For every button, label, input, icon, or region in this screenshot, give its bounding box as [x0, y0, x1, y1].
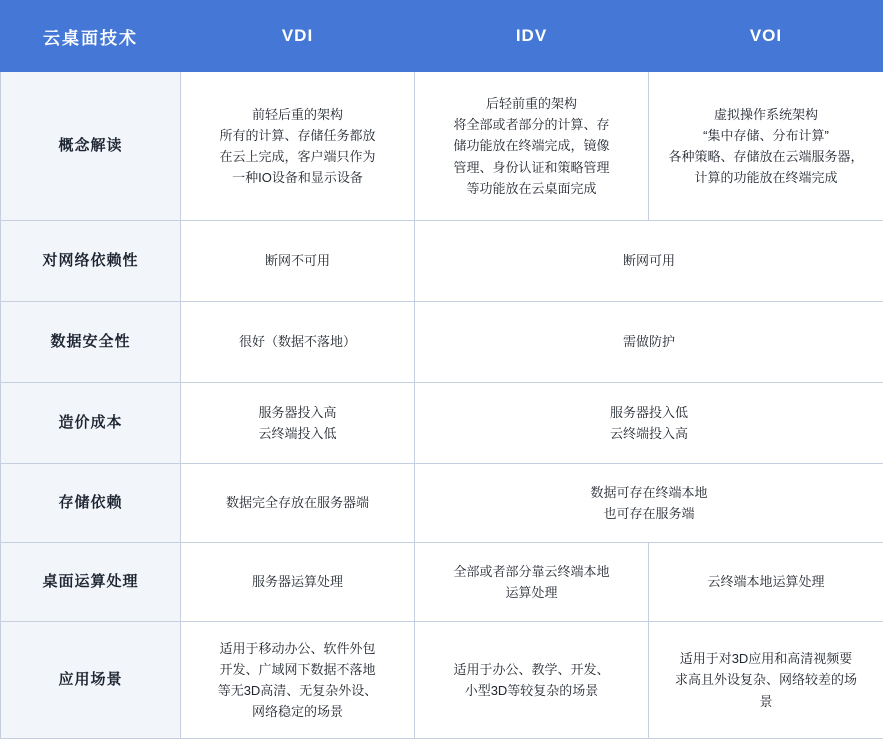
- cell-text: [427, 250, 871, 271]
- table-row: [1, 72, 883, 221]
- row-label: 存储依赖: [1, 464, 181, 543]
- cell-text-line: 求高且外设复杂、网络较差的场: [661, 669, 871, 690]
- cell-text-line: 计算的功能放在终端完成: [661, 167, 871, 188]
- cell-text: [193, 402, 402, 444]
- cell-text-line: 管理、身份认证和策略管理: [427, 157, 636, 178]
- cell-text-line: 服务器运算处理: [193, 571, 402, 592]
- cell-text-line: 等无3D高清、无复杂外设、: [193, 680, 402, 701]
- cell-text: [193, 638, 402, 722]
- table-header-row: [1, 1, 883, 72]
- row-label: 对网络依赖性: [1, 221, 181, 302]
- cell-text-line: 云终端投入低: [193, 423, 402, 444]
- row-label: 造价成本: [1, 383, 181, 464]
- cell-text-line: 各种策略、存储放在云端服务器，: [661, 146, 871, 167]
- table-row: [1, 221, 883, 302]
- cell-idv: [415, 221, 883, 302]
- cell-text-line: 适用于办公、教学、开发、: [427, 659, 636, 680]
- cell-text-line: 前轻后重的架构: [193, 104, 402, 125]
- table-header: [1, 1, 883, 72]
- cell-text: [193, 250, 402, 271]
- table-row: [1, 543, 883, 622]
- cell-voi: [649, 543, 883, 622]
- cell-text-line: 需做防护: [427, 331, 871, 352]
- cell-text-line: 适用于移动办公、软件外包: [193, 638, 402, 659]
- cell-text: [427, 331, 871, 352]
- cell-text-line: 一种IO设备和显示设备: [193, 167, 402, 188]
- cell-text-line: 很好（数据不落地）: [193, 331, 402, 352]
- cell-text-line: 开发、广域网下数据不落地: [193, 659, 402, 680]
- table-row: [1, 464, 883, 543]
- cell-idv: [415, 543, 649, 622]
- cell-text-line: 运算处理: [427, 582, 636, 603]
- cell-text: [193, 571, 402, 592]
- cell-text-line: 数据完全存放在服务器端: [193, 492, 402, 513]
- row-label: 桌面运算处理: [1, 543, 181, 622]
- cell-text: [661, 571, 871, 592]
- cell-text-line: 网络稳定的场景: [193, 701, 402, 722]
- cell-text-line: 全部或者部分靠云终端本地: [427, 561, 636, 582]
- row-label: 应用场景: [1, 622, 181, 739]
- cell-vdi: [181, 221, 415, 302]
- cell-text-line: 后轻前重的架构: [427, 93, 636, 114]
- cell-vdi: [181, 302, 415, 383]
- cell-text-line: 也可存在服务端: [427, 503, 871, 524]
- cell-text-line: 景: [661, 691, 871, 712]
- cell-text: [661, 648, 871, 711]
- cell-text-line: 小型3D等较复杂的场景: [427, 680, 636, 701]
- table-header-cell-voi: VOI: [649, 1, 883, 72]
- cell-text-line: 服务器投入高: [193, 402, 402, 423]
- cell-text-line: 数据可存在终端本地: [427, 482, 871, 503]
- cell-text: [427, 482, 871, 524]
- cell-text-line: 在云上完成，客户端只作为: [193, 146, 402, 167]
- cell-idv: [415, 622, 649, 739]
- cell-idv: [415, 302, 883, 383]
- cell-text-line: 所有的计算、存储任务都放: [193, 125, 402, 146]
- cell-voi: [649, 72, 883, 221]
- cell-idv: [415, 383, 883, 464]
- cell-text: [193, 104, 402, 188]
- cell-idv: [415, 72, 649, 221]
- cell-text-line: 等功能放在云桌面完成: [427, 178, 636, 199]
- cell-text-line: 储功能放在终端完成，镜像: [427, 135, 636, 156]
- row-label: 数据安全性: [1, 302, 181, 383]
- cell-vdi: [181, 543, 415, 622]
- cell-text-line: 适用于对3D应用和高清视频要: [661, 648, 871, 669]
- cell-text-line: 云终端投入高: [427, 423, 871, 444]
- cell-text: [661, 104, 871, 188]
- cell-text: [427, 659, 636, 701]
- cell-vdi: [181, 622, 415, 739]
- cell-text-line: 服务器投入低: [427, 402, 871, 423]
- cell-text: [427, 402, 871, 444]
- cell-text-line: 云终端本地运算处理: [661, 571, 871, 592]
- cell-text-line: 虚拟操作系统架构: [661, 104, 871, 125]
- cell-idv: [415, 464, 883, 543]
- cell-text-line: 断网不可用: [193, 250, 402, 271]
- cell-text-line: 断网可用: [427, 250, 871, 271]
- table-header-cell-technology: 云桌面技术: [1, 1, 181, 72]
- cell-text-line: 将全部或者部分的计算、存: [427, 114, 636, 135]
- cell-text-line: “集中存储、分布计算”: [661, 125, 871, 146]
- table-row: [1, 302, 883, 383]
- cell-text: [427, 561, 636, 603]
- table-row: [1, 622, 883, 739]
- cell-vdi: [181, 383, 415, 464]
- cell-text: [193, 492, 402, 513]
- cell-text: [193, 331, 402, 352]
- cell-vdi: [181, 72, 415, 221]
- row-label: 概念解读: [1, 72, 181, 221]
- table-row: [1, 383, 883, 464]
- cell-text: [427, 93, 636, 198]
- cell-vdi: [181, 464, 415, 543]
- cell-voi: [649, 622, 883, 739]
- table-header-cell-idv: IDV: [415, 1, 649, 72]
- table-header-cell-vdi: VDI: [181, 1, 415, 72]
- table-body: [1, 72, 883, 739]
